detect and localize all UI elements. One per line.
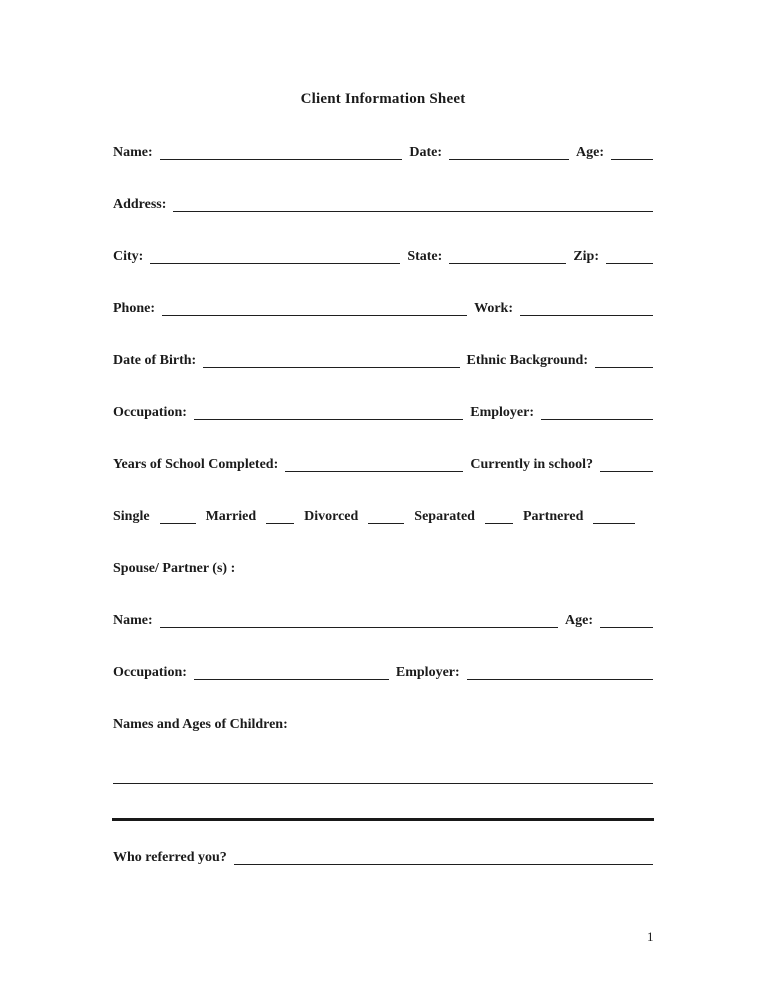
row-spouse-occupation-employer [113,628,653,680]
city-fill-line[interactable] [150,248,400,264]
work-label: Work: [474,300,513,316]
who-referred-fill-line[interactable] [234,849,653,865]
row-occupation-employer [113,368,653,420]
state-label: State: [407,248,443,264]
row-name-date-age [113,108,653,160]
phone-fill-line[interactable] [162,300,467,316]
spouse-name-label: Name: [113,612,153,628]
row-children-writein [113,732,653,784]
age-fill-line[interactable] [611,144,653,160]
row-referred [113,821,653,865]
address-label: Address: [113,196,167,212]
currently-in-school-fill-line[interactable] [600,456,653,472]
date-label: Date: [409,144,442,160]
state-fill-line[interactable] [449,248,566,264]
row-dob-ethnic [113,316,653,368]
employer-label: Employer: [470,404,534,420]
ethnic-background-fill-line[interactable] [595,352,653,368]
row-children-heading [113,680,653,732]
row-city-state-zip [113,212,653,264]
years-of-school-label: Years of School Completed: [113,456,279,472]
row-address [113,160,653,212]
spouse-partner-label: Spouse/ Partner (s) : [113,560,236,576]
occupation-fill-line[interactable] [194,404,463,420]
date-of-birth-fill-line[interactable] [203,352,459,368]
partnered-fill-line[interactable] [593,508,635,524]
row-spouse-heading [113,524,653,576]
spouse-occupation-fill-line[interactable] [194,664,389,680]
spouse-employer-label: Employer: [395,664,460,680]
zip-fill-line[interactable] [606,248,653,264]
age-label: Age: [576,144,604,160]
row-phone-work [113,264,653,316]
row-marital-status [113,472,653,524]
currently-in-school-label: Currently in school? [470,456,593,472]
address-fill-line[interactable] [173,196,653,212]
divorced-label: Divorced [304,508,359,524]
row-spouse-name-age [113,576,653,628]
phone-label: Phone: [113,300,155,316]
page-number: 1 [647,929,654,944]
spouse-age-fill-line[interactable] [600,612,653,628]
spouse-occupation-label: Occupation: [113,664,187,680]
spouse-name-fill-line[interactable] [160,612,558,628]
married-fill-line[interactable] [266,508,294,524]
form-content [113,0,653,865]
date-of-birth-label: Date of Birth: [113,352,197,368]
single-fill-line[interactable] [160,508,196,524]
row-school [113,420,653,472]
who-referred-label: Who referred you? [113,849,227,865]
spouse-employer-fill-line[interactable] [467,664,653,680]
married-label: Married [205,508,257,524]
separated-label: Separated [414,508,475,524]
divorced-fill-line[interactable] [368,508,404,524]
children-label: Names and Ages of Children: [113,716,288,732]
page-title: Client Information Sheet [300,91,466,107]
single-label: Single [113,508,150,524]
city-label: City: [113,248,144,264]
partnered-label: Partnered [522,508,584,524]
name-label: Name: [113,144,153,160]
separated-fill-line[interactable] [485,508,513,524]
name-fill-line[interactable] [160,144,403,160]
occupation-label: Occupation: [113,404,187,420]
zip-label: Zip: [573,248,599,264]
children-fill-line[interactable] [113,768,653,784]
ethnic-background-label: Ethnic Background: [466,352,588,368]
spouse-age-label: Age: [565,612,593,628]
date-fill-line[interactable] [449,144,569,160]
years-of-school-fill-line[interactable] [285,456,463,472]
work-fill-line[interactable] [520,300,653,316]
employer-fill-line[interactable] [541,404,653,420]
